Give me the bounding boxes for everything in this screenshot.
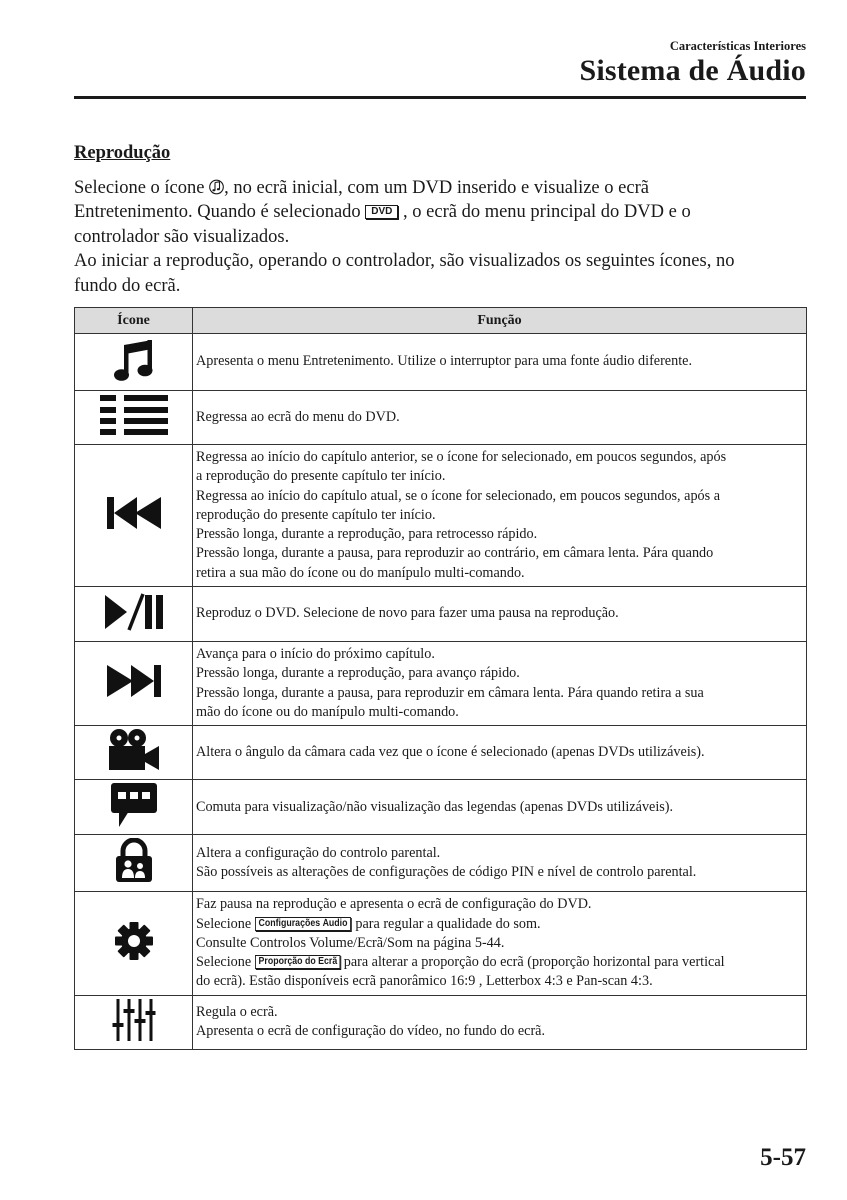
intro-text-1b: , no ecrã inicial, com um DVD inserido e visualize o ecrã: [224, 178, 649, 198]
function-text: do ecrã). Estão disponíveis ecrã panorâmico 16:9 , Letterbox 4:3 e Pan-scan 4:3.: [196, 973, 653, 990]
camera-angle-icon: [106, 727, 162, 773]
function-cell: [193, 445, 807, 587]
function-text-part: Selecione: [196, 915, 252, 932]
intro-paragraph-2: [74, 249, 806, 298]
skip-previous-icon: [105, 495, 163, 531]
intro-text-2a: Ao iniciar a reprodução, operando o controlador, são visualizados os seguintes ícones, no: [74, 251, 735, 272]
function-text: [196, 915, 802, 934]
icon-cell: [75, 835, 193, 892]
function-text: Pressão longa, durante a reprodução, para avanço rápido.: [196, 665, 520, 682]
function-text: Faz pausa na reprodução e apresenta o ecrã de configuração do DVD.: [196, 896, 592, 913]
page-title: Sistema de Áudio: [579, 54, 806, 87]
column-header-icon: Ícone: [75, 308, 193, 334]
table-row: [75, 726, 807, 780]
gear-icon: [113, 920, 155, 962]
icon-cell: [75, 780, 193, 835]
function-cell: [193, 391, 807, 445]
function-text: Pressão longa, durante a pausa, para reproduzir em câmara lenta. Pára quando retira a sua: [196, 684, 704, 701]
intro-text-2b: fundo do ecrã.: [74, 275, 181, 296]
function-text: Altera a configuração do controlo parental.: [196, 844, 441, 861]
table-row: [75, 334, 807, 391]
intro-text: [74, 176, 806, 298]
function-text: Apresenta o ecrã de configuração do vídeo, no fundo do ecrã.: [196, 1023, 546, 1040]
skip-next-icon: [105, 663, 163, 699]
intro-text-1c: Entretenimento. Quando é selecionado: [74, 202, 361, 223]
function-cell: [193, 642, 807, 726]
function-text: a reprodução do presente capítulo ter início.: [196, 468, 446, 485]
function-cell: [193, 995, 807, 1049]
page-number: 5-57: [760, 1144, 806, 1171]
function-text: Regula o ecrã.: [196, 1003, 278, 1020]
section-heading: Reprodução: [74, 143, 171, 163]
function-text: Reproduz o DVD. Selecione de novo para fazer uma pausa na reprodução.: [196, 605, 619, 622]
function-cell: [193, 726, 807, 780]
function-text-part: para alterar a proporção do ecrã (proporção horizontal para vertical: [343, 954, 725, 971]
column-header-function: Função: [193, 308, 807, 334]
table-header-row: [75, 308, 807, 334]
subtitle-icon: [109, 781, 159, 829]
function-text: Regressa ao início do capítulo atual, se o ícone for selecionado, em poucos segundos, após a: [196, 487, 721, 504]
function-cell: [193, 892, 807, 995]
parental-lock-icon: [114, 838, 154, 884]
function-text: reprodução do presente capítulo ter início.: [196, 506, 436, 523]
icon-cell: [75, 995, 193, 1049]
function-cell: [193, 334, 807, 391]
function-text: retira a sua mão do ícone ou do manípulo multi-comando.: [196, 564, 525, 581]
intro-text-1d: , o ecrã do menu principal do DVD e o: [403, 202, 691, 223]
function-cell: [193, 780, 807, 835]
icon-cell: [75, 334, 193, 391]
function-text: Pressão longa, durante a pausa, para reproduzir ao contrário, em câmara lenta. Pára quando: [196, 545, 714, 562]
dvd-button[interactable]: DVD: [365, 205, 398, 219]
music-note-icon: [112, 337, 156, 383]
function-text: Regressa ao início do capítulo anterior, se o ícone for selecionado, em poucos segundos, após: [196, 449, 727, 465]
function-cell: [193, 587, 807, 642]
function-text: Comuta para visualização/não visualização das legendas (apenas DVDs utilizáveis).: [196, 798, 674, 815]
table-row: [75, 892, 807, 995]
table-row: [75, 391, 807, 445]
play-pause-icon: [103, 592, 165, 632]
header-rule: [74, 96, 806, 99]
header-section-label: Características Interiores: [669, 39, 806, 53]
function-text: mão do ícone ou do manípulo multi-comando.: [196, 703, 459, 720]
table-row: [75, 780, 807, 835]
icon-cell: [75, 892, 193, 995]
aspect-ratio-button[interactable]: Proporção do Ecrã: [255, 955, 341, 969]
menu-list-icon: [98, 393, 170, 437]
function-text: Apresenta o menu Entretenimento. Utilize o interruptor para uma fonte áudio diferente.: [196, 353, 692, 370]
function-text: São possíveis as alterações de configurações de código PIN e nível de controlo parental.: [196, 864, 697, 881]
function-text: Consulte Controlos Volume/Ecrã/Som na página 5-44.: [196, 934, 505, 951]
table-row: [75, 995, 807, 1049]
table-row: [75, 587, 807, 642]
function-text: [196, 953, 802, 972]
function-text: Regressa ao ecrã do menu do DVD.: [196, 408, 400, 425]
audio-settings-button[interactable]: Configurações Áudio: [255, 917, 351, 931]
icon-cell: [75, 642, 193, 726]
function-cell: [193, 835, 807, 892]
intro-text-1e: controlador são visualizados.: [74, 226, 290, 247]
icon-cell: [75, 726, 193, 780]
function-text: Avança para o início do próximo capítulo.: [196, 646, 435, 663]
icon-function-table: [74, 307, 807, 1050]
function-text-part: Selecione: [196, 954, 252, 971]
icon-cell: [75, 391, 193, 445]
music-note-circle-icon: [209, 178, 224, 195]
table-row: [75, 445, 807, 587]
table-row: [75, 642, 807, 726]
icon-cell: [75, 445, 193, 587]
function-text: Pressão longa, durante a reprodução, para retrocesso rápido.: [196, 526, 538, 543]
icon-cell: [75, 587, 193, 642]
equalizer-sliders-icon: [112, 997, 156, 1043]
function-text-part: para regular a qualidade do som.: [355, 915, 541, 932]
table-row: [75, 835, 807, 892]
intro-paragraph-1: [74, 176, 806, 249]
intro-text-1a: Selecione o ícone: [74, 178, 205, 198]
function-text: Altera o ângulo da câmara cada vez que o ícone é selecionado (apenas DVDs utilizáveis).: [196, 744, 705, 761]
